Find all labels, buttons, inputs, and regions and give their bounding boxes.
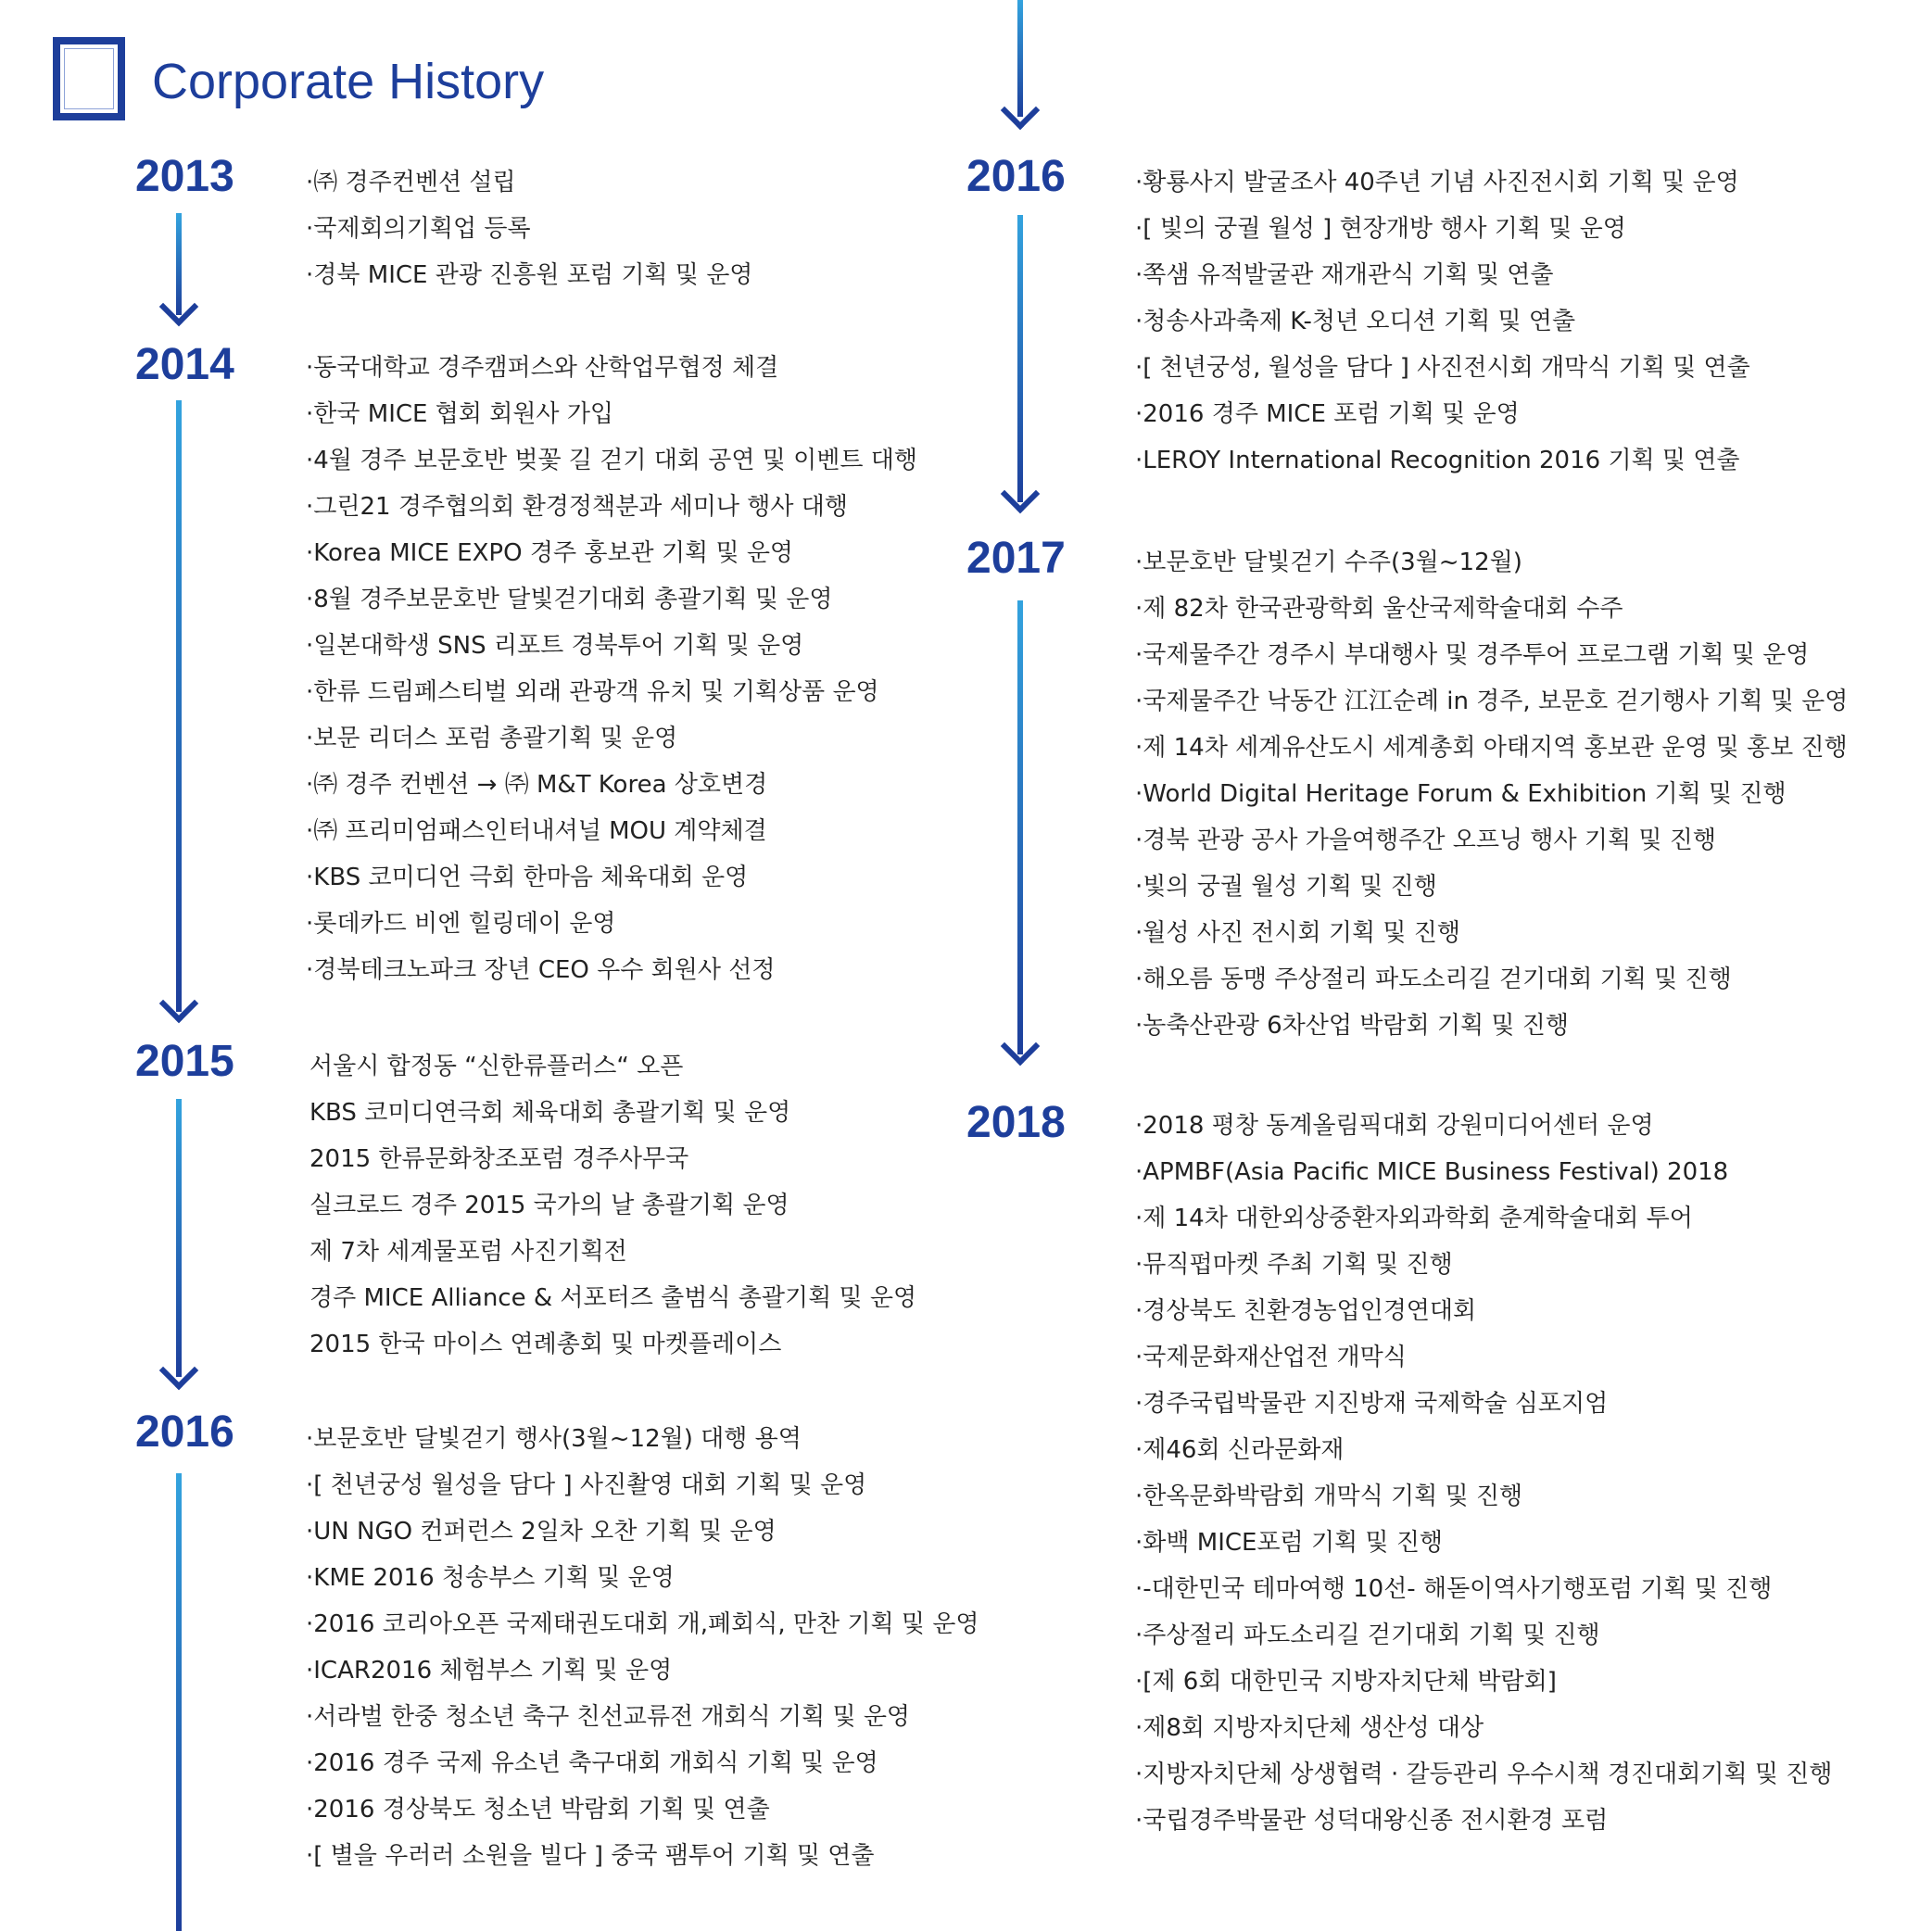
list-2018 xyxy=(1135,1103,1833,1844)
list-item: 제 7차 세계물포럼 사진기획전 xyxy=(309,1238,627,1266)
list-item: ·-대한민국 테마여행 10선- 해돋이역사기행포럼 기획 및 진행 xyxy=(1135,1575,1773,1603)
year-2015: 2015 xyxy=(135,1037,234,1086)
list-item: 2015 한국 마이스 연례총회 및 마켓플레이스 xyxy=(309,1331,782,1358)
list-item: ·보문호반 달빛걷기 행사(3월~12월) 대행 용역 xyxy=(306,1425,802,1453)
list-item: ·일본대학생 SNS 리포트 경북투어 기획 및 운영 xyxy=(306,632,804,660)
list-item: ·경주국립박물관 지진방재 국제학술 심포지엄 xyxy=(1135,1390,1609,1418)
list-item: ·경북 관광 공사 가을여행주간 오프닝 행사 기획 및 진행 xyxy=(1135,827,1716,854)
list-item: ·경북 MICE 관광 진흥원 포럼 기획 및 운영 xyxy=(306,261,753,289)
list-item: ·UN NGO 컨퍼런스 2일차 오찬 기획 및 운영 xyxy=(306,1518,777,1546)
year-2016-left: 2016 xyxy=(135,1407,234,1457)
list-item: ·2016 경주 국제 유소년 축구대회 개회식 기획 및 운영 xyxy=(306,1749,878,1777)
list-item: 2015 한류문화창조포럼 경주사무국 xyxy=(309,1145,689,1173)
list-item: ·보문호반 달빛걷기 수주(3월~12월) xyxy=(1135,549,1522,576)
list-item: ·서라벌 한중 청소년 축구 친선교류전 개회식 기획 및 운영 xyxy=(306,1703,911,1731)
list-item: ·제46회 신라문화재 xyxy=(1135,1436,1345,1464)
list-item: ·2016 코리아오픈 국제태권도대회 개,폐회식, 만찬 기획 및 운영 xyxy=(306,1610,979,1638)
timeline-line xyxy=(1017,600,1023,1054)
list-item: ·KME 2016 청송부스 기획 및 운영 xyxy=(306,1564,675,1592)
list-item: ·동국대학교 경주캠퍼스와 산학업무협정 체결 xyxy=(306,354,779,382)
list-2015 xyxy=(309,1043,916,1368)
list-item: ·지방자치단체 상생협력 · 갈등관리 우수시책 경진대회기획 및 진행 xyxy=(1135,1761,1833,1788)
list-item: ·국립경주박물관 성덕대왕신종 전시환경 포럼 xyxy=(1135,1807,1609,1835)
list-item: 서울시 합정동 “신한류플러스“ 오픈 xyxy=(309,1053,684,1080)
list-item: ·황룡사지 발굴조사 40주년 기념 사진전시회 기획 및 운영 xyxy=(1135,169,1739,196)
list-item: ·한류 드림페스티벌 외래 관광객 유치 및 기획상품 운영 xyxy=(306,678,879,706)
year-2018: 2018 xyxy=(966,1098,1066,1147)
list-item: 실크로드 경주 2015 국가의 날 총괄기획 운영 xyxy=(309,1192,789,1219)
list-item: ·[ 천년궁성 월성을 담다 ] 사진촬영 대회 기획 및 운영 xyxy=(306,1471,867,1499)
list-item: ·국제물주간 낙동간 江江순례 in 경주, 보문호 걷기행사 기획 및 운영 xyxy=(1135,688,1849,715)
list-item: ·㈜ 경주 컨벤션 → ㈜ M&T Korea 상호변경 xyxy=(306,771,768,799)
list-2017 xyxy=(1135,539,1848,1049)
title-box-icon xyxy=(53,37,125,120)
list-item: ·[제 6회 대한민국 지방자치단체 박람회] xyxy=(1135,1668,1557,1696)
list-item: ·2016 경상북도 청소년 박람회 기획 및 연출 xyxy=(306,1796,770,1824)
timeline-line xyxy=(176,1473,182,1931)
list-item: ·KBS 코미디언 극회 한마음 체육대회 운영 xyxy=(306,864,749,891)
page-title: Corporate History xyxy=(152,54,545,109)
list-2016-left xyxy=(306,1416,979,1879)
arrow-down-icon xyxy=(159,287,198,326)
list-item: ·2016 경주 MICE 포럼 기획 및 운영 xyxy=(1135,400,1520,428)
list-item: ·그린21 경주협의회 환경정책분과 세미나 행사 대행 xyxy=(306,493,848,521)
list-item: ·[ 빛의 궁궐 월성 ] 현장개방 행사 기획 및 운영 xyxy=(1135,215,1626,243)
arrow-down-icon xyxy=(159,1351,198,1390)
list-item: ·4월 경주 보문호반 벚꽃 길 걷기 대회 공연 및 이벤트 대행 xyxy=(306,447,918,474)
arrow-down-icon xyxy=(1001,1027,1040,1066)
list-item: ·APMBF(Asia Pacific MICE Business Festival) 2018 xyxy=(1135,1158,1729,1186)
timeline-line xyxy=(1017,215,1023,502)
list-item: ·롯데카드 비엔 힐링데이 운영 xyxy=(306,910,616,938)
list-item: 경주 MICE Alliance & 서포터즈 출범식 총괄기획 및 운영 xyxy=(309,1284,917,1312)
list-item: ·쪽샘 유적발굴관 재개관식 기획 및 연출 xyxy=(1135,261,1554,289)
year-2013: 2013 xyxy=(135,152,234,201)
list-item: ·제 14차 대한외상중환자외과학회 춘계학술대회 투어 xyxy=(1135,1205,1693,1232)
list-item: ·경북테크노파크 장년 CEO 우수 회원사 선정 xyxy=(306,956,776,984)
list-item: ·[ 천년궁성, 월성을 담다 ] 사진전시회 개막식 기획 및 연출 xyxy=(1135,354,1750,382)
year-2016-right: 2016 xyxy=(966,152,1066,201)
list-item: ·화백 MICE포럼 기획 및 진행 xyxy=(1135,1529,1444,1557)
list-item: ·보문 리더스 포럼 총괄기획 및 운영 xyxy=(306,725,678,752)
arrow-down-icon xyxy=(1001,474,1040,513)
list-item: ·LEROY International Recognition 2016 기획 및 연출 xyxy=(1135,447,1740,474)
list-item: ·㈜ 프리미엄패스인터내셔널 MOU 계약체결 xyxy=(306,817,767,845)
year-2014: 2014 xyxy=(135,340,234,389)
list-item: ·청송사과축제 K-청년 오디션 기획 및 연출 xyxy=(1135,308,1576,335)
list-item: ·농축산관광 6차산업 박람회 기획 및 진행 xyxy=(1135,1012,1569,1040)
list-item: ·한옥문화박람회 개막식 기획 및 진행 xyxy=(1135,1483,1523,1510)
list-item: ·[ 별을 우러러 소원을 빌다 ] 중국 팸투어 기획 및 연출 xyxy=(306,1842,875,1870)
list-2014 xyxy=(306,345,917,993)
list-item: ·월성 사진 전시회 기획 및 진행 xyxy=(1135,919,1460,947)
list-item: ·ICAR2016 체험부스 기획 및 운영 xyxy=(306,1657,673,1685)
timeline-line xyxy=(176,1099,182,1377)
list-item: ·2018 평창 동계올림픽대회 강원미디어센터 운영 xyxy=(1135,1112,1654,1140)
list-item: ·제8회 지방자치단체 생산성 대상 xyxy=(1135,1714,1484,1742)
list-2016-right xyxy=(1135,159,1750,484)
list-item: ·해오름 동맹 주상절리 파도소리길 걷기대회 기획 및 진행 xyxy=(1135,966,1732,993)
list-item: ·㈜ 경주컨벤션 설립 xyxy=(306,169,516,196)
list-item: ·제 14차 세계유산도시 세계총회 아태지역 홍보관 운영 및 홍보 진행 xyxy=(1135,734,1848,762)
list-item: ·한국 MICE 협회 회원사 가입 xyxy=(306,400,614,428)
list-item: ·국제문화재산업전 개막식 xyxy=(1135,1344,1407,1371)
arrow-down-icon xyxy=(1001,91,1040,130)
list-item: ·Korea MICE EXPO 경주 홍보관 기획 및 운영 xyxy=(306,539,794,567)
list-item: KBS 코미디연극회 체육대회 총괄기획 및 운영 xyxy=(309,1099,791,1127)
list-item: ·제 82차 한국관광학회 울산국제학술대회 수주 xyxy=(1135,595,1623,623)
timeline-line xyxy=(176,400,182,1012)
list-item: ·8월 경주보문호반 달빛걷기대회 총괄기획 및 운영 xyxy=(306,586,833,613)
list-item: ·국제회의기획업 등록 xyxy=(306,215,531,243)
list-item: ·World Digital Heritage Forum & Exhibition 기획 및 진행 xyxy=(1135,780,1787,808)
list-item: ·뮤직펍마켓 주최 기획 및 진행 xyxy=(1135,1251,1453,1279)
list-item: ·빛의 궁궐 월성 기획 및 진행 xyxy=(1135,873,1437,901)
list-item: ·경상북도 친환경농업인경연대회 xyxy=(1135,1297,1477,1325)
list-item: ·주상절리 파도소리길 걷기대회 기획 및 진행 xyxy=(1135,1622,1600,1649)
list-2013 xyxy=(306,159,752,298)
year-2017: 2017 xyxy=(966,534,1066,583)
list-item: ·국제물주간 경주시 부대행사 및 경주투어 프로그램 기획 및 운영 xyxy=(1135,641,1810,669)
arrow-down-icon xyxy=(159,984,198,1023)
